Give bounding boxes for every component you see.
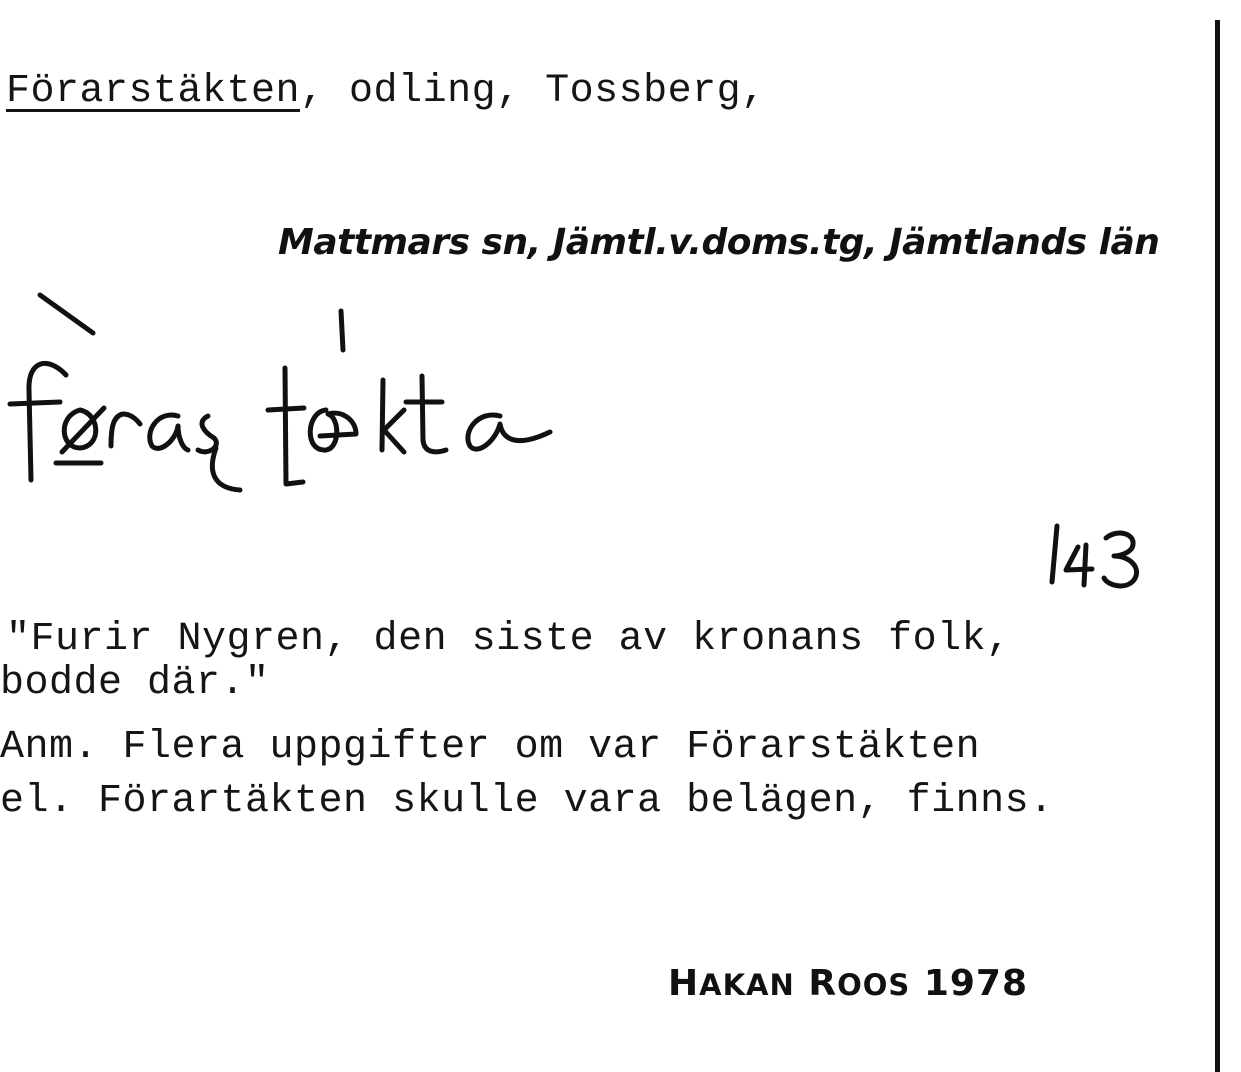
author-signature: HAKAN ROOS 1978 [668,963,1029,1004]
card-number [1046,522,1146,592]
card-heading [6,69,766,114]
transcription-strokes [10,295,550,490]
heading-details: , odling, Tossberg, [300,69,766,114]
quote-line: bodde där." [0,661,270,706]
note-line: el. Förartäkten skulle vara belägen, finns. [0,779,1054,824]
handwritten-transcription [0,280,700,600]
card-right-edge-line [1215,20,1220,1072]
grave-accent-mark [40,295,93,333]
note-line: Anm. Flera uppgifter om var Förarstäkten [0,725,981,770]
quote-line: "Furir Nygren, den siste av kronans folk, [6,617,1011,662]
acute-accent-mark [341,311,343,350]
parish-line: Mattmars sn, Jämtl.v.doms.tg, Jämtlands län [278,222,1160,263]
headword: Förarstäkten [6,69,301,114]
